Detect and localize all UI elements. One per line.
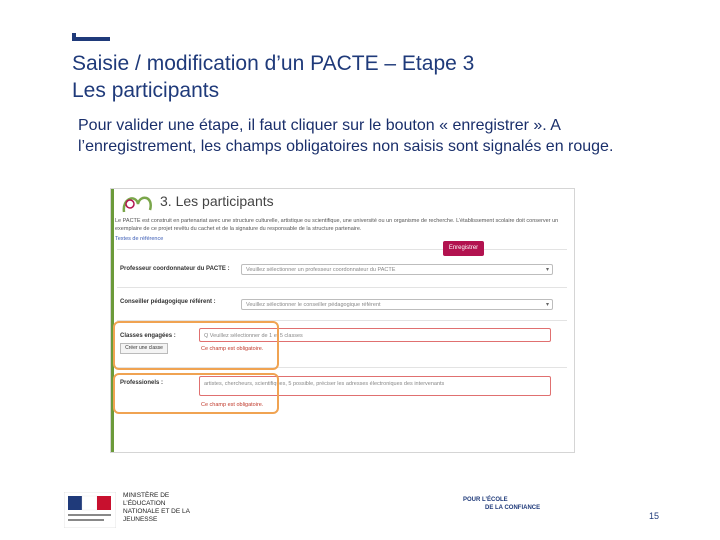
conseiller-label: Conseiller pédagogique référent : [120, 299, 216, 305]
conseiller-placeholder: Veuillez sélectionner le conseiller pédagogique référent [246, 302, 381, 308]
ministry-name: MINISTÈRE DE L’ÉDUCATION NATIONALE ET DE LA JEUNESSE [123, 492, 190, 523]
chevron-down-icon: ▾ [545, 267, 549, 273]
classes-label: Classes engagées : [120, 333, 176, 339]
slogan-line-2: DE LA CONFIANCE [485, 505, 541, 511]
republique-logo-icon [64, 492, 116, 528]
screenshot-header [114, 189, 574, 219]
professeur-label: Professeur coordonnateur du PACTE : [120, 266, 230, 272]
professionnels-highlight [113, 373, 279, 414]
page-number: 15 [649, 511, 660, 521]
screenshot-description: Le PACTE est construit en partenariat avec une structure culturelle, artistique ou scientifique, une université ou un organisme de recherche. L’établissement scolaire doit conserver un exemplaire de ce projet revêtu du cachet et de la signature du responsable de la structure partenaire. [115, 218, 559, 232]
conseiller-select[interactable] [241, 299, 553, 310]
separator [117, 249, 567, 250]
professeur-placeholder: Veuillez sélectionner un professeur coordonnateur du PACTE [246, 267, 396, 273]
separator [117, 287, 567, 288]
title-line-1: Saisie / modification d’un PACTE – Etape 3 [72, 52, 475, 75]
screenshot-title: 3. Les participants [160, 193, 274, 209]
professionnels-placeholder: artistes, chercheurs, scientifiques, 5 possible, préciser les adresses électroniques des intervenants [204, 381, 445, 387]
chevron-down-icon: ▾ [545, 302, 549, 308]
professionnels-error: Ce champ est obligatoire. [201, 402, 264, 408]
classes-error: Ce champ est obligatoire. [201, 346, 264, 352]
classes-highlight [113, 321, 279, 370]
title-accent-bar [72, 33, 110, 41]
screenshot-left-rule [111, 189, 114, 452]
create-class-button[interactable]: Créer une classe [120, 343, 168, 354]
intro-text: Pour valider une étape, il faut cliquer sur le bouton « enregistrer ». A l’enregistrement, les champs obligatoires non saisis sont signalés en rouge. [78, 117, 614, 155]
slogan-line-1: POUR L’ÉCOLE [463, 497, 508, 503]
title-line-2: Les participants [72, 79, 220, 102]
save-button[interactable]: Enregistrer [443, 241, 484, 256]
slide-title [72, 50, 474, 104]
confiance-logo [463, 496, 540, 512]
pacte-logo-icon [120, 192, 158, 216]
professionnels-label: Professionels : [120, 380, 164, 386]
references-link[interactable]: Textes de référence [115, 236, 164, 242]
classes-placeholder: Q Veuillez sélectionner de 1 et 5 classes [204, 333, 303, 339]
professeur-select[interactable] [241, 264, 553, 275]
